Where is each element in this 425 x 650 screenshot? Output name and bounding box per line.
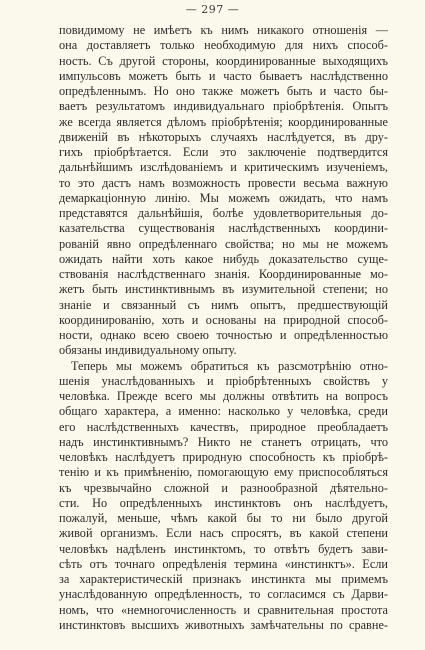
text-line: импульсовъ можетъ быть и часто бываетъ наслѣдственно <box>59 68 388 83</box>
text-line: пожалуй, меньше, чѣмъ какой бы то ни было другой <box>59 511 388 525</box>
text-line: человѣкъ надѣленъ инстинктомъ, то отвѣтъ будетъ зави- <box>59 541 388 556</box>
text-line: повидимому не имѣетъ къ нимъ никакого отношенія — <box>59 23 388 37</box>
text-line: опредѣленнымъ. Но оно также можетъ быть и часто бы- <box>59 84 388 98</box>
text-line: сти. Но опредѣленныхъ инстинктовъ онъ наслѣдуетъ, <box>59 495 388 510</box>
text-line: его наслѣдственныхъ качествъ, природное преобладаетъ <box>59 419 388 434</box>
text-line: за характеристическій признакъ инстинкта мы примемъ <box>59 572 388 586</box>
text-line: представятся дальнѣйшія, болѣе удовлетворительныя до- <box>59 206 388 220</box>
text-line: человѣкъ наслѣдуетъ природную способность къ пріобрѣ- <box>59 450 388 464</box>
text-line: человѣка. Прежде всего мы должны отвѣтить на вопросъ <box>59 389 388 403</box>
text-line: живой организмъ. Если насъ спросятъ, въ какой степени <box>59 526 388 541</box>
text-line: демаркаціонную линію. Мы можемъ ожидать, что намъ <box>59 190 388 205</box>
text-line: сѣть отъ точнаго опредѣленія термина «инстинктъ». Если <box>59 556 388 571</box>
text-line: къ чрезвычайно сложной и разнообразной дѣятельно- <box>59 480 388 495</box>
text-line: дальнѣйшимъ изслѣдованіемъ и критическимъ изученіемъ, <box>59 160 388 175</box>
text-line: ности, однако всею своею точностью и опредѣленностью <box>59 328 388 342</box>
text-line: жетъ быть инстинктивнымъ въ изумительной степени; но <box>59 282 388 297</box>
text-line: Теперь мы можемъ обратиться къ разсмотрѣнію отно- <box>71 358 388 373</box>
text-line: то это дастъ намъ возможность провести весьма важную <box>59 175 388 190</box>
text-line: общаго характера, а именно: насколько у человѣка, среди <box>59 404 388 419</box>
text-line: обязаны индивидуальному опыту. <box>59 343 237 358</box>
text-line: тенію и къ примѣненію, помогающую ему приспособляться <box>59 465 388 480</box>
text-line: ожидать найти хоть какое нибудь доказательство суще- <box>59 251 388 266</box>
page-number: — 297 — <box>185 3 240 16</box>
text-line: же всегда является дѣломъ пріобрѣтенія; координированные <box>59 114 388 129</box>
text-line: инстинктовъ высшихъ животныхъ замѣчательны по сравне- <box>59 617 388 632</box>
text-line: казательства существованія наслѣдственныхъ координи- <box>59 221 388 236</box>
text-line: ствованія наслѣдственнаго знанія. Координированные мо- <box>59 267 388 281</box>
text-line: шенія унаслѣдованныхъ и пріобрѣтенныхъ свойствъ у <box>59 373 388 388</box>
text-line: она доставляетъ только необходимую для нихъ способ- <box>59 38 388 53</box>
text-line: надъ инстинктивнымъ? Никто не станетъ отрицать, что <box>59 434 388 449</box>
text-line: унаслѣдованную опредѣленность, то согласимся съ Дарви- <box>59 587 388 602</box>
text-line: ваетъ результатомъ индивидуальнаго пріобрѣтенія. Опытъ <box>59 99 388 114</box>
text-line: знаніе и связанный съ нимъ опытъ, предшествующій <box>59 297 388 312</box>
text-line: номъ, что «немногочисленность и сравнительная простота <box>59 602 388 617</box>
text-line: координированію, хоть и основаны на природной способ- <box>59 312 388 327</box>
text-line: гихъ пріобрѣтается. Если это заключеніе подтвердится <box>59 145 388 159</box>
text-line: ность. Съ другой стороны, координированные выходящихъ <box>59 53 388 68</box>
text-line: рованій явно опредѣленнаго свойства; но мы не можемъ <box>59 236 388 251</box>
text-line: движеній въ нѣкоторыхъ случаяхъ наслѣдуется, въ дру- <box>59 129 388 144</box>
